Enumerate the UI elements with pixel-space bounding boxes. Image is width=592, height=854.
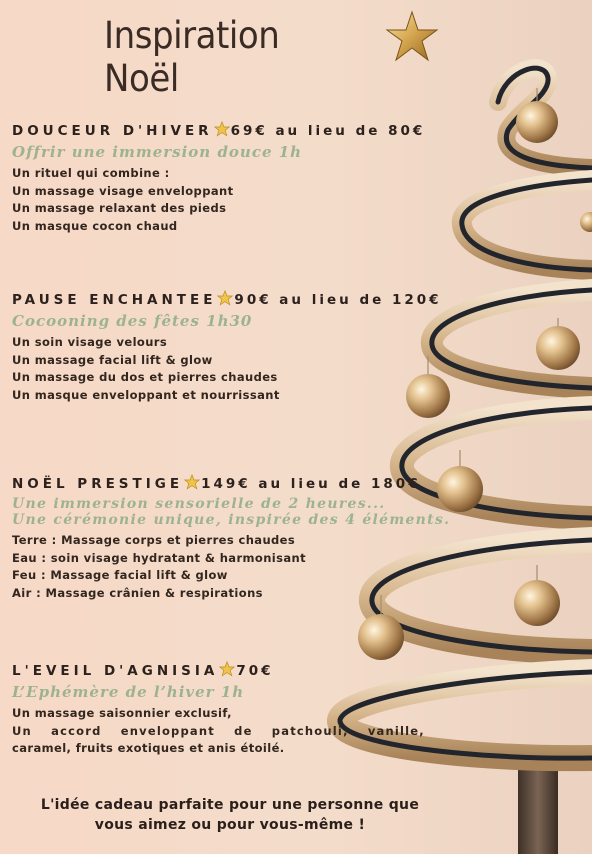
- offer-subtitle: Une immersion sensorielle de 2 heures...: [12, 496, 386, 512]
- offer-heading: [12, 474, 450, 492]
- offer-heading: [12, 290, 442, 308]
- page-title: Inspiration Noël: [104, 14, 280, 100]
- offer-heading: [12, 661, 425, 679]
- list-item: Un masque enveloppant et nourrissant: [12, 387, 280, 402]
- offer-eveil-dagnisia: [12, 661, 425, 758]
- footer-line-2: vous aimez ou pour vous-même !: [94, 817, 366, 833]
- offer-items: [12, 532, 450, 602]
- list-item: Terre : Massage corps et pierres chaudes: [12, 533, 296, 547]
- list-item: Un masque cocon chaud: [12, 218, 178, 233]
- offer-name: L'EVEIL D'AGNISIA: [12, 663, 219, 679]
- footer-tagline: [20, 795, 440, 835]
- star-icon: [385, 10, 439, 64]
- list-item: Feu : Massage facial lift & glow: [12, 568, 228, 582]
- offer-price: 69€ au lieu de 80€: [230, 123, 426, 139]
- offer-subtitle: Offrir une immersion douce 1h: [12, 143, 303, 161]
- offer-heading: [12, 121, 425, 139]
- offer-price: 149€ au lieu de 180€: [201, 476, 421, 492]
- offer-name: DOUCEUR D'HIVER: [12, 123, 213, 139]
- footer-line-1: L'idée cadeau parfaite pour une personne que: [40, 797, 420, 813]
- list-item: caramel, fruits exotiques et anis étoilé.: [12, 741, 285, 755]
- offer-pause-enchantee: [12, 290, 442, 404]
- offer-douceur-dhiver: [12, 121, 425, 235]
- offer-items: [12, 165, 425, 235]
- offer-items: [12, 334, 442, 404]
- list-item: Un rituel qui combine :: [12, 166, 170, 180]
- star-icon: [219, 661, 235, 677]
- star-icon: [184, 474, 200, 490]
- list-item: Un massage visage enveloppant: [12, 183, 234, 198]
- list-item: Un massage du dos et pierres chaudes: [12, 370, 278, 384]
- list-item: Un massage facial lift & glow: [12, 352, 213, 367]
- star-icon: [217, 290, 233, 306]
- offer-price: 70€: [236, 663, 274, 679]
- offer-subtitle-2: Une cérémonie unique, inspirée des 4 éléments.: [12, 512, 451, 528]
- offer-items: [12, 705, 425, 758]
- offer-subtitle: Cocooning des fêtes 1h30: [12, 312, 253, 330]
- offer-name: PAUSE ENCHANTEE: [12, 292, 217, 308]
- offer-subtitle: L’Ephémère de l’hiver 1h: [12, 683, 245, 701]
- list-item: Un soin visage velours: [12, 335, 168, 349]
- star-icon: [214, 121, 230, 137]
- list-item: Eau : soin visage hydratant & harmonisant: [12, 550, 307, 565]
- list-item: Un accord enveloppant de patchouli, vanille,: [12, 723, 425, 738]
- list-item: Air : Massage crânien & respirations: [12, 585, 263, 600]
- offer-noel-prestige: [12, 474, 450, 602]
- list-item: Un massage saisonnier exclusif,: [12, 706, 232, 720]
- list-item: Un massage relaxant des pieds: [12, 201, 227, 215]
- offer-price: 90€ au lieu de 120€: [234, 292, 442, 308]
- offer-name: NOËL PRESTIGE: [12, 476, 184, 492]
